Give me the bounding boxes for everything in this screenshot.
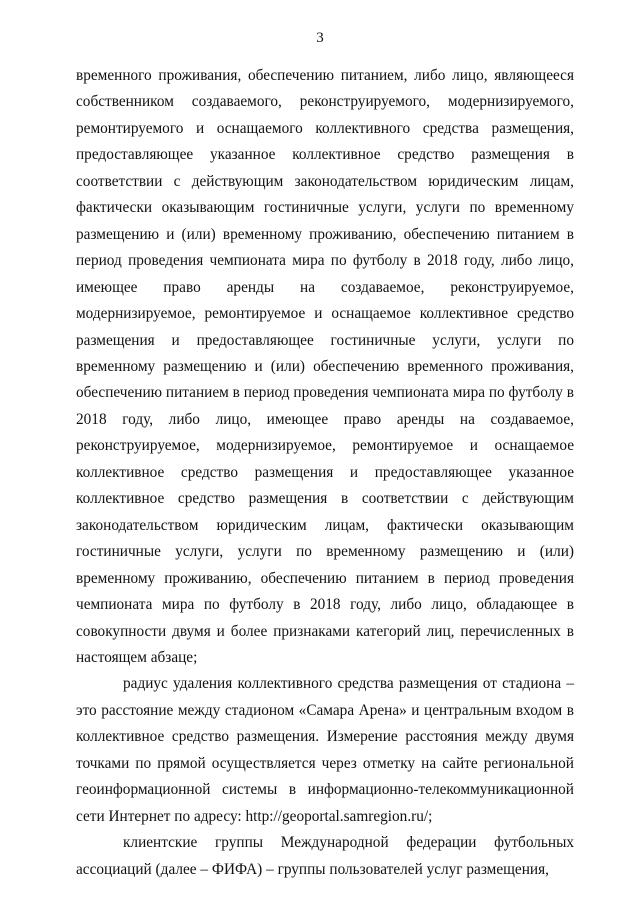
page-number: 3 xyxy=(316,30,324,46)
paragraph-fifa-client-groups: клиентские группы Международной федерации футбольных ассоциаций (далее – ФИФА) – группы пользователей услуг размещения, xyxy=(76,834,574,878)
paragraph-continuation: временного проживания, обеспечению питанием, либо лицо, являющееся собственником создаваемого, реконструируемого, модернизируемого, ремонтируемого и оснащаемого коллективного средства размещения, предоставляющее указанное коллективное средство размещения в соответствии с действующим законодательством юридическим лицам, фактически оказывающим гостиничные услуги, услуги по временному размещению и (или) временному проживанию, обеспечению питанием в период проведения чемпионата мира по футболу в 2018 году, либо лицо, имеющее право аренды на создаваемое, реконструируемое, модернизируемое, ремонтируемое и оснащаемое коллективное средство размещения и предоставляющее гостиничные услуги, услуги по временному размещению и (или) обеспечению временного проживания, обеспечению питанием в период проведения чемпионата мира по футболу в 2018 году, либо лицо, имеющее право аренды на создаваемое, реконструируемое, модернизируемое, ремонтируемое и оснащаемое коллективное средство размещения и предоставляющее указанное коллективное средство размещения в соответствии с действующим законодательством юридическим лицам, фактически оказывающим гостиничные услуги, услуги по временному размещению и (или) временному проживанию, обеспечению питанием в период проведения чемпионата мира по футболу в 2018 году, либо лицо, обладающее в совокупности двумя и более признаками категорий лиц, перечисленных в настоящем абзаце; xyxy=(76,67,574,666)
paragraph-stadium-radius: радиус удаления коллективного средства размещения от стадиона – это расстояние между стадионом «Самара Арена» и центральным входом в коллективное средство размещения. Измерение расстояния между двумя точками по прямой осуществляется через отметку на сайте региональной геоинформационной системы в информационно-телекоммуникационной сети Интернет по адресу: http://geoportal.samregion.ru/; xyxy=(76,675,574,825)
document-body xyxy=(76,63,574,883)
